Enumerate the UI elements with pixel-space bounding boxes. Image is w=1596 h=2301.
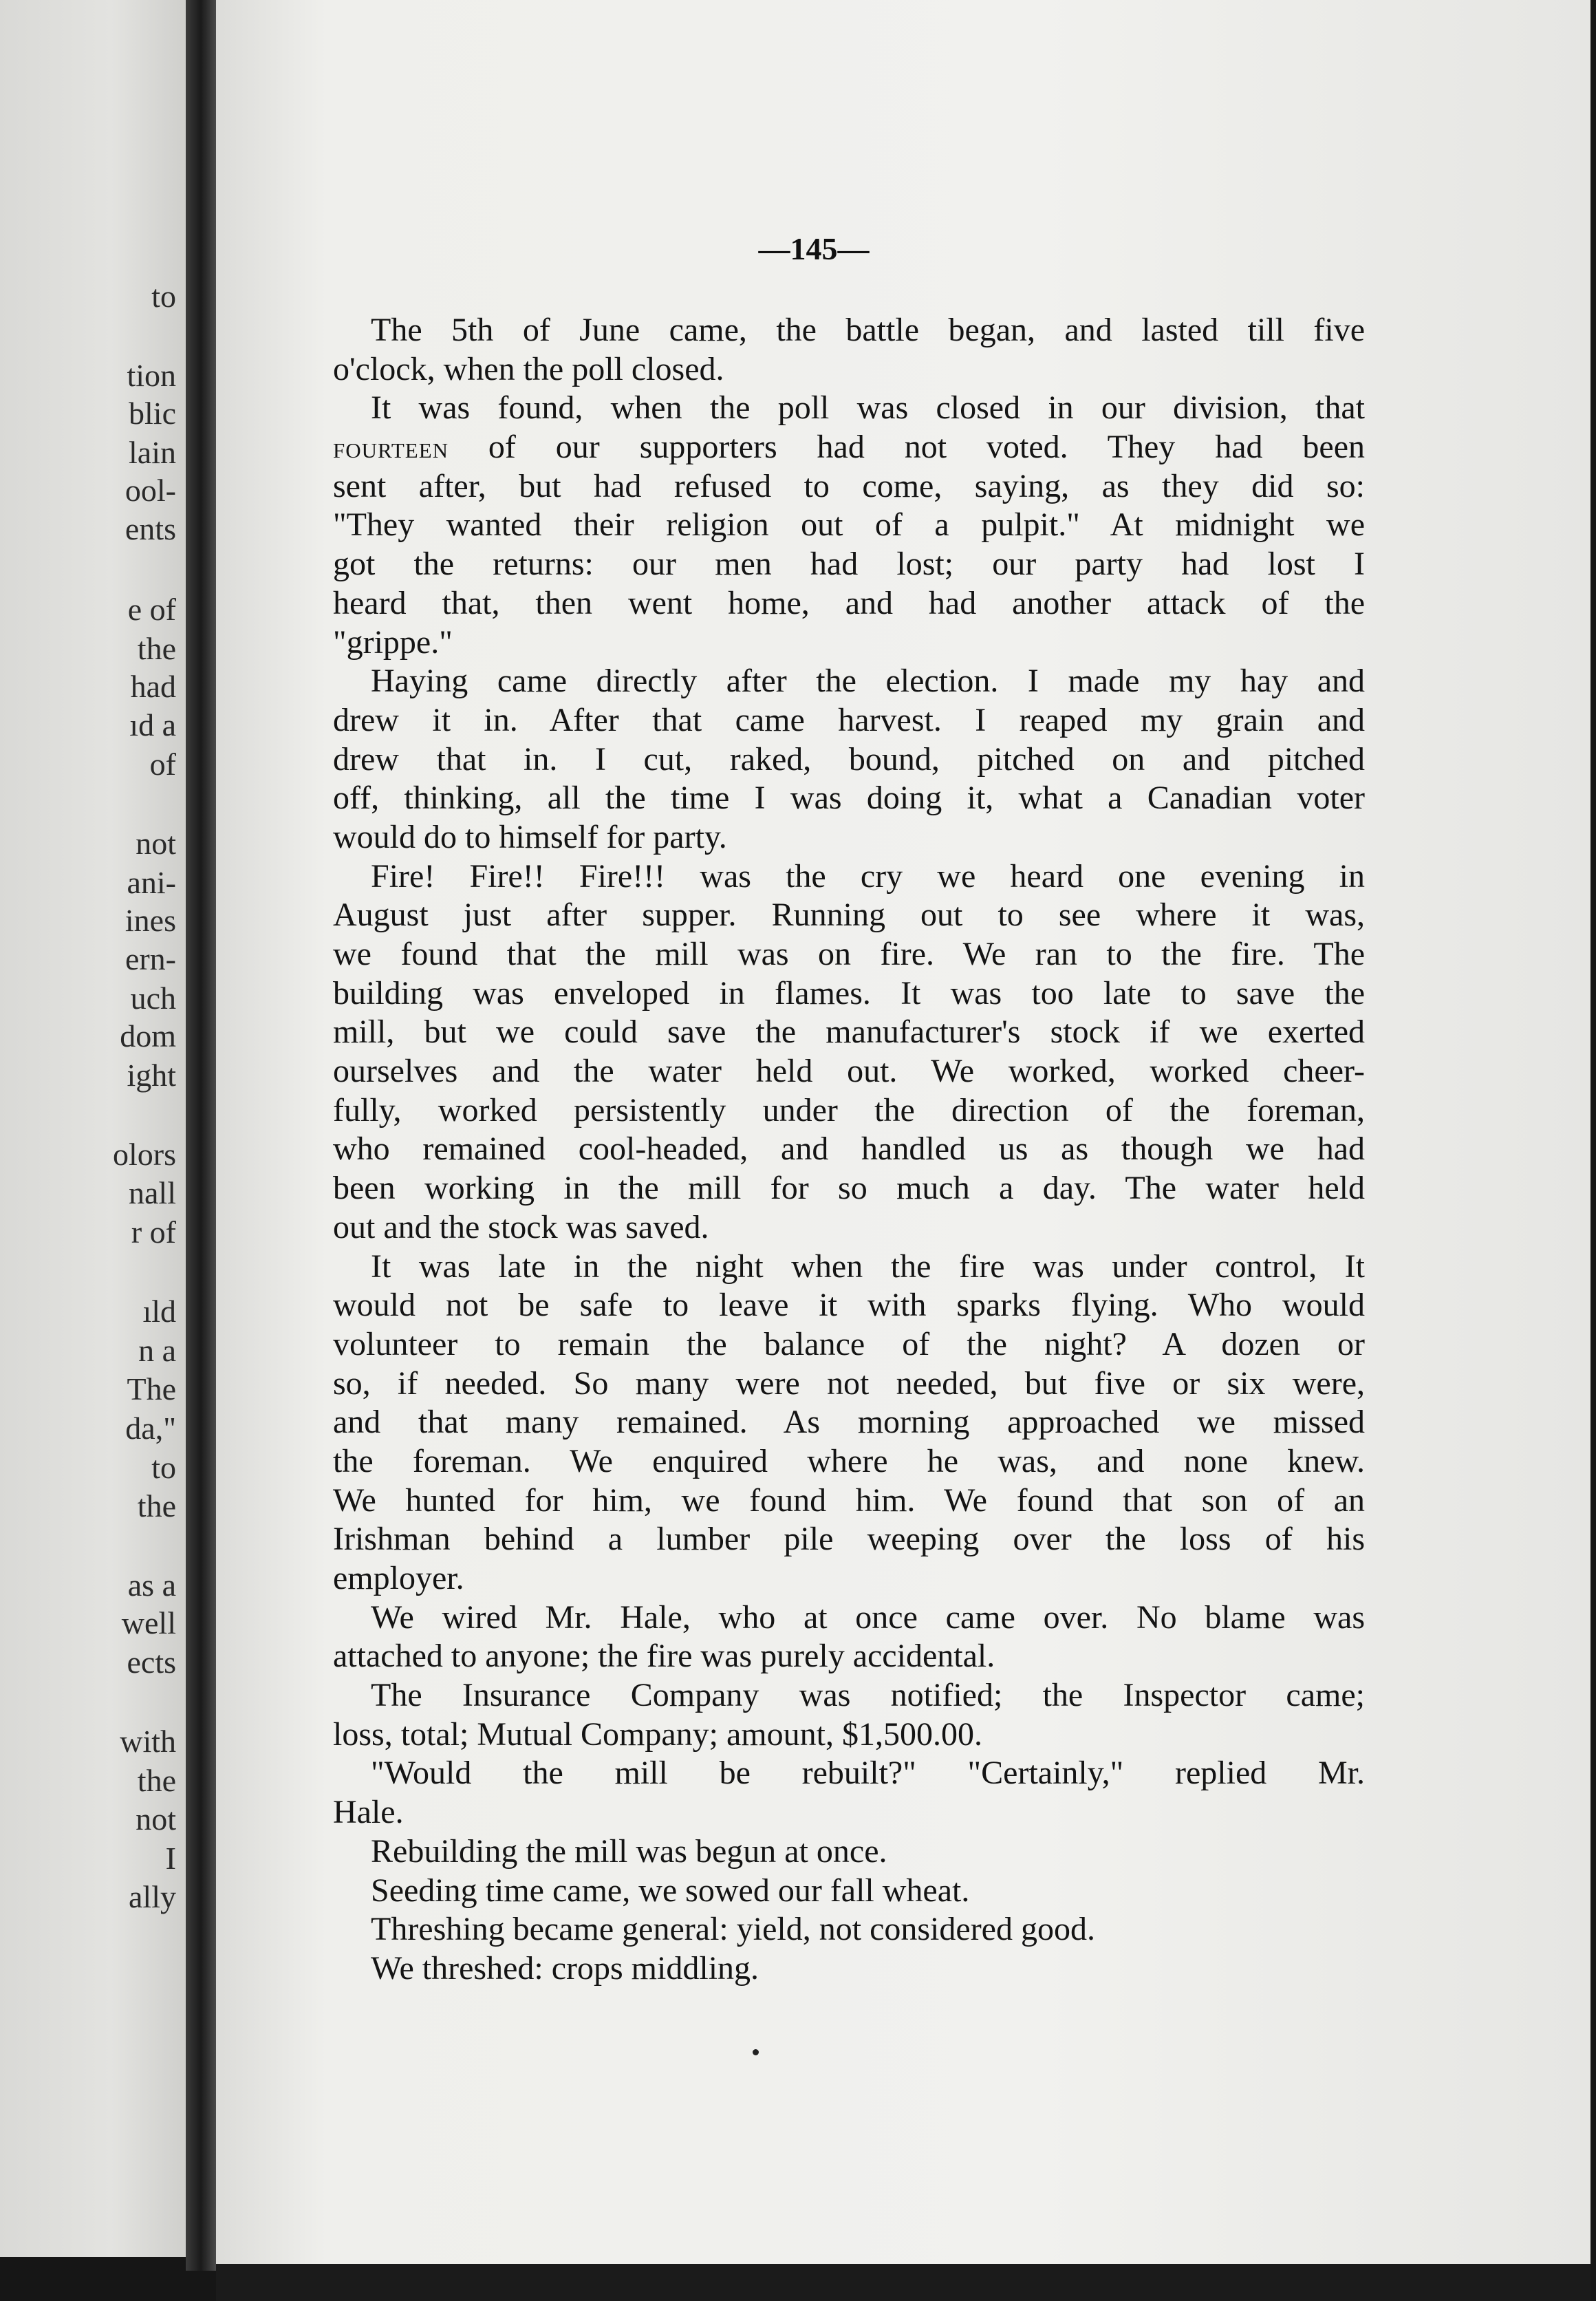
text-line: been working in the mill for so much a day. The water held bbox=[333, 1170, 1365, 1207]
facing-page-fragment: dom bbox=[120, 1018, 176, 1053]
page-body-text bbox=[333, 311, 1365, 1989]
facing-page-fragment: blic bbox=[129, 396, 176, 431]
facing-page-fragment: to bbox=[151, 1450, 176, 1485]
book-page bbox=[216, 0, 1590, 2264]
ink-speck bbox=[753, 2049, 759, 2055]
text-line: The Insurance Company was notified; the Inspector came; bbox=[371, 1677, 1365, 1714]
facing-page-fragment: had bbox=[130, 669, 176, 704]
text-line: August just after supper. Running out to see where it was, bbox=[333, 897, 1365, 934]
text-line: building was enveloped in flames. It was too late to save the bbox=[333, 974, 1365, 1012]
facing-page-fragment: ıd a bbox=[129, 707, 176, 742]
facing-page-fragment: ight bbox=[127, 1058, 176, 1093]
text-line: It was late in the night when the fire was under control, It bbox=[371, 1248, 1365, 1285]
text-line: Seeding time came, we sowed our fall wheat. bbox=[371, 1872, 970, 1909]
text-line: We threshed: crops middling. bbox=[371, 1949, 759, 1987]
text-line: Threshing became general: yield, not considered good. bbox=[371, 1911, 1095, 1948]
facing-page-fragment: not bbox=[136, 1801, 176, 1837]
facing-page-fragment: lain bbox=[129, 435, 176, 470]
facing-page-fragment: uch bbox=[130, 981, 176, 1016]
text-line: attached to anyone; the fire was purely accidental. bbox=[333, 1638, 995, 1675]
facing-page-fragment: da," bbox=[125, 1411, 176, 1446]
facing-page-fragment: tion bbox=[127, 358, 176, 393]
facing-page-fragment: well bbox=[121, 1605, 176, 1640]
facing-page-fragment: of bbox=[149, 747, 176, 782]
book-gutter bbox=[186, 0, 216, 2271]
text-line: "grippe." bbox=[333, 623, 453, 661]
text-line: who remained cool-headed, and handled us as though we had bbox=[333, 1131, 1365, 1168]
text-line: heard that, then went home, and had another attack of the bbox=[333, 584, 1365, 621]
text-line: Rebuilding the mill was begun at once. bbox=[371, 1832, 887, 1870]
text-line: and that many remained. As morning approached we missed bbox=[333, 1404, 1365, 1441]
facing-page-fragment: ıld bbox=[142, 1294, 176, 1329]
text-line: We wired Mr. Hale, who at once came over. No blame was bbox=[371, 1598, 1365, 1636]
facing-page-fragment: not bbox=[136, 826, 176, 861]
text-line: would do to himself for party. bbox=[333, 818, 727, 855]
facing-page-fragment: olors bbox=[113, 1137, 176, 1172]
text-line: Irishman behind a lumber pile weeping over the loss of his bbox=[333, 1521, 1365, 1558]
text-line: ourselves and the water held out. We worked, worked cheer- bbox=[333, 1053, 1365, 1090]
facing-page-fragment: as a bbox=[127, 1567, 176, 1603]
text-line: o'clock, when the poll closed. bbox=[333, 350, 724, 387]
text-line: off, thinking, all the time I was doing it, what a Canadian voter bbox=[333, 780, 1365, 817]
text-line: It was found, when the poll was closed in our division, that bbox=[371, 389, 1365, 427]
text-line: the foreman. We enquired where he was, and none knew. bbox=[333, 1442, 1365, 1479]
facing-page-fragment: the bbox=[137, 1488, 176, 1523]
text-line: We hunted for him, we found him. We found that son of an bbox=[333, 1481, 1365, 1519]
facing-page-fragment: ool- bbox=[125, 473, 176, 508]
facing-page-fragment: ects bbox=[127, 1645, 176, 1680]
text-line: volunteer to remain the balance of the night? A dozen or bbox=[333, 1325, 1365, 1362]
text-line: would not be safe to leave it with sparks flying. Who would bbox=[333, 1287, 1365, 1324]
text-line: mill, but we could save the manufacturer's stock if we exerted bbox=[333, 1014, 1365, 1051]
facing-page-fragment: the bbox=[137, 1763, 176, 1798]
text-line: Fire! Fire!! Fire!!! was the cry we heard one evening in bbox=[371, 857, 1365, 895]
facing-page-fragment: ani- bbox=[127, 865, 176, 900]
facing-page-fragment: ally bbox=[129, 1879, 176, 1914]
text-line: employer. bbox=[333, 1560, 464, 1596]
text-line: fully, worked persistently under the direction of the foreman, bbox=[333, 1091, 1365, 1128]
text-line: loss, total; Mutual Company; amount, $1,500.00. bbox=[333, 1715, 982, 1753]
text-line: got the returns: our men had lost; our party had lost I bbox=[333, 546, 1365, 583]
text-line: drew it in. After that came harvest. I reaped my grain and bbox=[333, 701, 1365, 738]
text-line: sent after, but had refused to come, saying, as they did so: bbox=[333, 467, 1365, 504]
text-line bbox=[333, 428, 1365, 467]
facing-page-fragment: nall bbox=[129, 1175, 176, 1210]
text-line: Hale. bbox=[333, 1794, 404, 1831]
page-bottom-edge bbox=[216, 2264, 1590, 2301]
facing-page-fragment: with bbox=[120, 1724, 176, 1759]
text-line: "They wanted their religion out of a pulpit." At midnight we bbox=[333, 506, 1365, 544]
facing-page-fragment: e of bbox=[127, 592, 176, 627]
text-line: drew that in. I cut, raked, bound, pitched on and pitched bbox=[333, 740, 1365, 778]
text-line-rest: of our supporters had not voted. They had been bbox=[449, 429, 1365, 466]
facing-page-fragment: ern- bbox=[125, 941, 176, 976]
facing-page-fragment: I bbox=[165, 1841, 176, 1876]
facing-page-fragment: ents bbox=[125, 511, 176, 546]
text-line: so, if needed. So many were not needed, but five or six were, bbox=[333, 1364, 1365, 1402]
facing-page-fragment: the bbox=[137, 631, 176, 666]
facing-page-fragment: to bbox=[151, 279, 176, 314]
text-line: we found that the mill was on fire. We ran to the fire. The bbox=[333, 936, 1365, 972]
facing-page-edge bbox=[0, 0, 186, 2257]
text-line: "Would the mill be rebuilt?" "Certainly," replied Mr. bbox=[371, 1755, 1365, 1792]
page-number: —145— bbox=[758, 231, 870, 266]
text-line: The 5th of June came, the battle began, and lasted till five bbox=[371, 312, 1365, 348]
facing-page-fragment: n a bbox=[138, 1333, 176, 1368]
text-line: Haying came directly after the election. I made my hay and bbox=[371, 663, 1365, 700]
facing-page-fragment: The bbox=[127, 1371, 176, 1406]
small-caps-word: fourteen bbox=[333, 431, 449, 465]
text-line: out and the stock was saved. bbox=[333, 1208, 709, 1245]
facing-page-fragment: r of bbox=[131, 1214, 176, 1250]
facing-page-fragment: ines bbox=[125, 903, 176, 938]
